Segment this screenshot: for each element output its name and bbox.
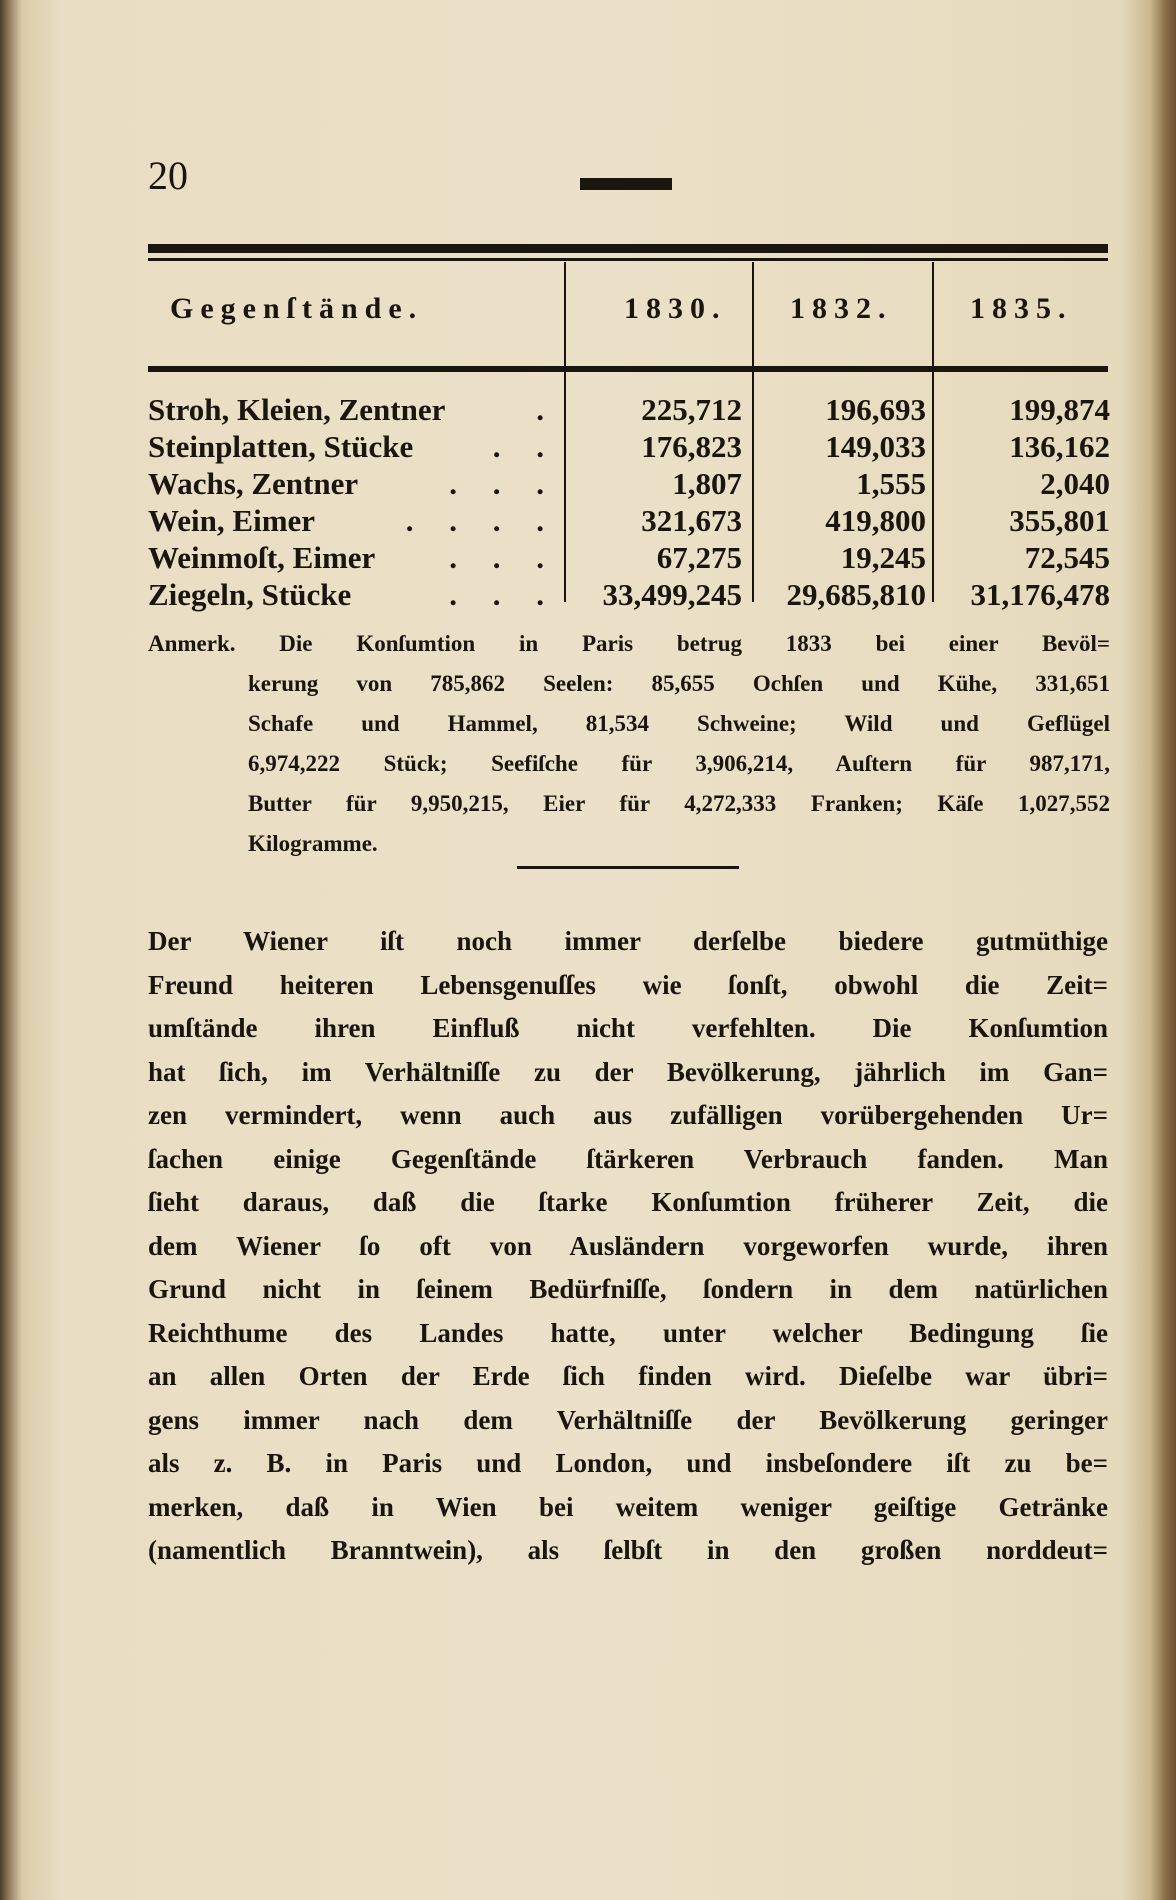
note-line: Anmerk. Die Konſumtion in Paris betrug 1833 bei einer Bevöl=: [148, 631, 1110, 656]
text-line: gens immer nach dem Verhältniſſe der Bevölkerung geringer: [148, 1404, 1108, 1435]
header-1832: 1832.: [790, 292, 893, 325]
value-1832: 19,245: [840, 540, 926, 575]
header-1830: 1830.: [624, 292, 727, 325]
value-1832: 196,693: [825, 392, 926, 427]
text-line: (namentlich Branntwein), als ſelbſt in den großen norddeut=: [148, 1535, 1108, 1565]
table-row: [148, 392, 1110, 429]
value-1835: 2,040: [1040, 466, 1110, 501]
leader-dots: . . .: [449, 466, 558, 501]
text-line: ſachen einige Gegenſtände ſtärkeren Verbrauch fanden. Man: [148, 1143, 1108, 1174]
value-1830: 176,823: [641, 429, 742, 464]
table-row: [148, 429, 1110, 466]
row-label: Ziegeln, Stücke: [148, 577, 352, 612]
value-1832: 1,555: [856, 466, 926, 501]
note-line: kerung von 785,862 Seelen: 85,655 Ochſen und Kühe, 331,651: [248, 671, 1110, 696]
text-line: Freund heiteren Lebensgenuſſes wie ſonſt, obwohl die Zeit=: [148, 969, 1108, 1000]
table-header-rule: [148, 366, 1108, 372]
text-line: Der Wiener iſt noch immer derſelbe biedere gutmüthige: [148, 926, 1108, 956]
value-1835: 31,176,478: [970, 577, 1110, 612]
row-label: Wachs, Zentner: [148, 466, 359, 501]
value-1835: 72,545: [1024, 540, 1110, 575]
row-label: Wein, Eimer: [148, 503, 316, 538]
text-line: als z. B. in Paris und London, und insbeſondere iſt zu be=: [148, 1448, 1108, 1478]
header-1835: 1835.: [970, 292, 1073, 325]
value-1830: 1,807: [672, 466, 742, 501]
leader-dots: . . .: [449, 540, 558, 575]
text-line: Reichthume des Landes hatte, unter welcher Bedingung ſie: [148, 1317, 1108, 1348]
table-row: [148, 503, 1110, 540]
value-1830: 321,673: [641, 503, 742, 538]
value-1835: 355,801: [1009, 503, 1110, 538]
leader-dots: .: [536, 392, 558, 427]
text-line: umſtände ihren Einfluß nicht verfehlten. Die Konſumtion: [148, 1013, 1108, 1043]
text-line: an allen Orten der Erde ſich finden wird. Dieſelbe war übri=: [148, 1361, 1108, 1391]
table-top-rule: [148, 244, 1108, 253]
value-1835: 199,874: [1009, 392, 1110, 427]
page-number: 20: [148, 153, 188, 198]
body-paragraph: [148, 920, 1108, 1573]
leader-dots: . . . .: [405, 503, 558, 538]
annotation-note: [148, 624, 1110, 864]
header-ornament-rule: [580, 178, 672, 190]
note-line: Schafe und Hammel, 81,534 Schweine; Wild und Geflügel: [248, 711, 1110, 736]
table-row: [148, 466, 1110, 503]
row-label: Stroh, Kleien, Zentner: [148, 392, 446, 427]
note-line: Kilogramme.: [248, 831, 378, 856]
header-items: Gegenſtände.: [170, 292, 424, 325]
row-label: Weinmoſt, Eimer: [148, 540, 376, 575]
text-line: dem Wiener ſo oft von Ausländern vorgeworfen wurde, ihren: [148, 1230, 1108, 1261]
row-label: Steinplatten, Stücke: [148, 429, 414, 464]
table-row: [148, 540, 1110, 577]
table-top-rule-thin: [148, 258, 1108, 261]
value-1832: 419,800: [825, 503, 926, 538]
value-1832: 29,685,810: [786, 577, 926, 612]
note-line: Butter für 9,950,215, Eier für 4,272,333 Franken; Käſe 1,027,552: [248, 791, 1110, 816]
value-1830: 33,499,245: [602, 577, 742, 612]
text-line: merken, daß in Wien bei weitem weniger geiſtige Getränke: [148, 1491, 1108, 1522]
table-row: [148, 577, 1110, 614]
value-1830: 225,712: [641, 392, 742, 427]
value-1832: 149,033: [825, 429, 926, 464]
leader-dots: . . .: [449, 577, 558, 612]
text-line: zen vermindert, wenn auch aus zufälligen vorübergehenden Ur=: [148, 1100, 1108, 1130]
leader-dots: . .: [492, 429, 558, 464]
note-line: 6,974,222 Stück; Seefiſche für 3,906,214, Auſtern für 987,171,: [248, 751, 1110, 776]
text-line: Grund nicht in ſeinem Bedürfniſſe, ſondern in dem natürlichen: [148, 1274, 1108, 1304]
section-separator: [517, 866, 739, 869]
text-line: hat ſich, im Verhältniſſe zu der Bevölkerung, jährlich im Gan=: [148, 1056, 1108, 1087]
value-1830: 67,275: [656, 540, 742, 575]
value-1835: 136,162: [1009, 429, 1110, 464]
text-line: ſieht daraus, daß die ſtarke Konſumtion früherer Zeit, die: [148, 1187, 1108, 1217]
